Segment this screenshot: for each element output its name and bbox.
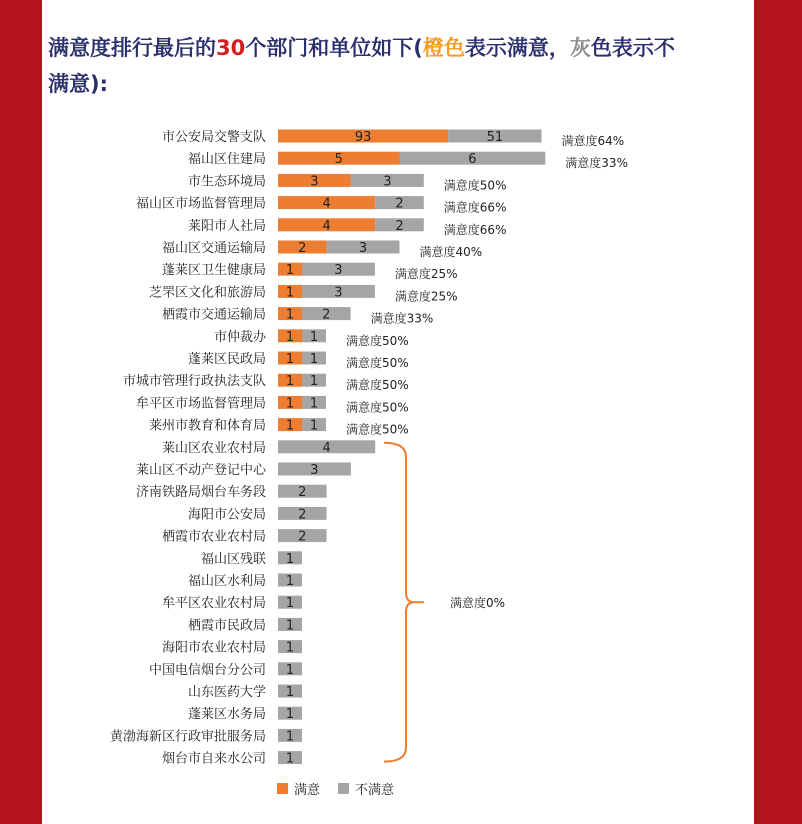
value-label-satisfied: 1	[285, 396, 295, 412]
value-label-unsatisfied: 1	[285, 551, 295, 567]
category-label: 海阳市农业农村局	[161, 640, 266, 656]
satisfaction-annotation: 满意度33%	[370, 311, 434, 326]
satisfaction-annotation: 满意度50%	[346, 333, 409, 348]
category-label: 蓬莱区卫生健康局	[161, 263, 266, 279]
value-label-satisfied: 1	[285, 285, 295, 301]
category-label: 蓬莱区水务局	[187, 707, 266, 723]
value-label-satisfied: 1	[285, 263, 295, 279]
value-label-unsatisfied: 1	[285, 618, 295, 634]
category-label: 市公安局交警支队	[161, 130, 266, 145]
zero-satisfaction-bracket	[384, 443, 414, 762]
value-label-unsatisfied: 3	[334, 285, 343, 301]
title-gray-word: 灰	[569, 36, 591, 60]
value-label-unsatisfied: 3	[358, 241, 368, 256]
title-orange-word: 橙色	[422, 36, 465, 60]
value-label-unsatisfied: 3	[334, 263, 343, 279]
value-label-unsatisfied: 1	[309, 352, 319, 367]
category-label: 福山区住建局	[187, 152, 266, 168]
value-label-satisfied: 2	[298, 241, 307, 256]
satisfaction-annotation: 满意度50%	[346, 400, 409, 415]
bracket-annotation: 满意度0%	[450, 596, 506, 611]
value-label-unsatisfied: 4	[322, 440, 331, 456]
value-label-unsatisfied: 51	[486, 130, 504, 145]
title-part-2: 个部门和单位如下(	[245, 36, 423, 60]
value-label-unsatisfied: 6	[468, 152, 477, 168]
value-label-unsatisfied: 2	[395, 218, 404, 234]
value-label-unsatisfied: 2	[395, 196, 404, 212]
value-label-satisfied: 4	[322, 196, 331, 212]
value-label-unsatisfied: 1	[309, 329, 319, 345]
category-label: 福山区交通运输局	[161, 241, 266, 256]
value-label-unsatisfied: 1	[285, 596, 295, 612]
value-label-unsatisfied: 1	[309, 374, 319, 390]
category-label: 栖霞市农业农村局	[161, 529, 266, 545]
legend-label-satisfied: 满意	[294, 783, 321, 798]
value-label-unsatisfied: 3	[383, 174, 392, 190]
value-label-satisfied: 5	[334, 152, 343, 168]
value-label-satisfied: 1	[285, 352, 295, 367]
title-part-1: 满意度排行最后的	[48, 36, 216, 60]
value-label-unsatisfied: 3	[310, 463, 319, 478]
title-part-4: 色表示不满意):	[48, 36, 675, 96]
category-label: 莱阳市人社局	[187, 218, 266, 234]
title-number: 30	[216, 36, 246, 60]
value-label-satisfied: 1	[285, 329, 295, 345]
category-label: 莱州市教育和体育局	[148, 418, 266, 434]
satisfaction-annotation: 满意度50%	[443, 178, 507, 193]
value-label-unsatisfied: 1	[285, 751, 295, 767]
legend-swatch-satisfied	[277, 783, 288, 794]
category-label: 海阳市公安局	[187, 507, 266, 523]
satisfaction-annotation: 满意度66%	[443, 200, 507, 215]
category-label: 福山区水利局	[187, 574, 266, 589]
satisfaction-annotation: 满意度50%	[346, 378, 409, 393]
satisfaction-annotation: 满意度64%	[561, 134, 625, 148]
value-label-satisfied: 1	[285, 307, 295, 323]
title-part-3: 表示满意，	[464, 36, 570, 60]
category-label: 芝罘区文化和旅游局	[148, 285, 266, 301]
satisfaction-annotation: 满意度66%	[443, 222, 507, 237]
category-label: 福山区市场监督管理局	[135, 196, 266, 212]
value-label-unsatisfied: 1	[285, 662, 295, 678]
category-label: 山东医药大学	[187, 685, 266, 700]
category-label: 中国电信烟台分公司	[148, 662, 266, 678]
value-label-satisfied: 1	[285, 374, 295, 390]
legend-label-unsatisfied: 不满意	[355, 783, 395, 798]
value-label-unsatisfied: 1	[309, 418, 319, 434]
value-label-unsatisfied: 2	[298, 485, 307, 501]
category-label: 烟台市自来水公司	[161, 751, 266, 767]
value-label-unsatisfied: 1	[285, 640, 295, 656]
category-label: 牟平区市场监督管理局	[135, 396, 266, 412]
value-label-satisfied: 4	[322, 218, 331, 234]
legend-swatch-unsatisfied	[338, 783, 349, 794]
satisfaction-annotation: 满意度50%	[346, 422, 409, 437]
satisfaction-annotation: 满意度25%	[394, 267, 458, 282]
category-label: 栖霞市交通运输局	[161, 307, 266, 323]
category-label: 牟平区农业农村局	[161, 596, 266, 612]
satisfaction-annotation: 满意度40%	[419, 245, 483, 259]
value-label-unsatisfied: 1	[285, 729, 295, 745]
category-label: 市仲裁办	[213, 329, 266, 345]
value-label-unsatisfied: 2	[322, 307, 331, 323]
category-label: 黄渤海新区行政审批服务局	[109, 729, 266, 745]
satisfaction-annotation: 满意度50%	[346, 356, 409, 370]
category-label: 蓬莱区民政局	[187, 352, 266, 367]
value-label-satisfied: 93	[354, 130, 372, 145]
category-label: 市城市管理行政执法支队	[122, 374, 266, 390]
category-label: 莱山区不动产登记中心	[135, 463, 266, 478]
satisfaction-annotation: 满意度25%	[394, 289, 458, 304]
satisfaction-annotation: 满意度33%	[565, 156, 628, 171]
category-label: 福山区残联	[200, 551, 266, 567]
value-label-unsatisfied: 1	[309, 396, 319, 412]
value-label-unsatisfied: 1	[285, 707, 295, 723]
category-label: 市生态环境局	[187, 174, 266, 190]
category-label: 济南铁路局烟台车务段	[135, 485, 266, 501]
value-label-unsatisfied: 2	[298, 507, 307, 523]
value-label-unsatisfied: 2	[298, 529, 307, 545]
value-label-satisfied: 1	[285, 418, 295, 434]
value-label-satisfied: 3	[310, 174, 319, 190]
category-label: 莱山区农业农村局	[161, 440, 266, 456]
category-label: 栖霞市民政局	[187, 618, 266, 634]
value-label-unsatisfied: 1	[285, 685, 295, 700]
value-label-unsatisfied: 1	[285, 574, 295, 589]
